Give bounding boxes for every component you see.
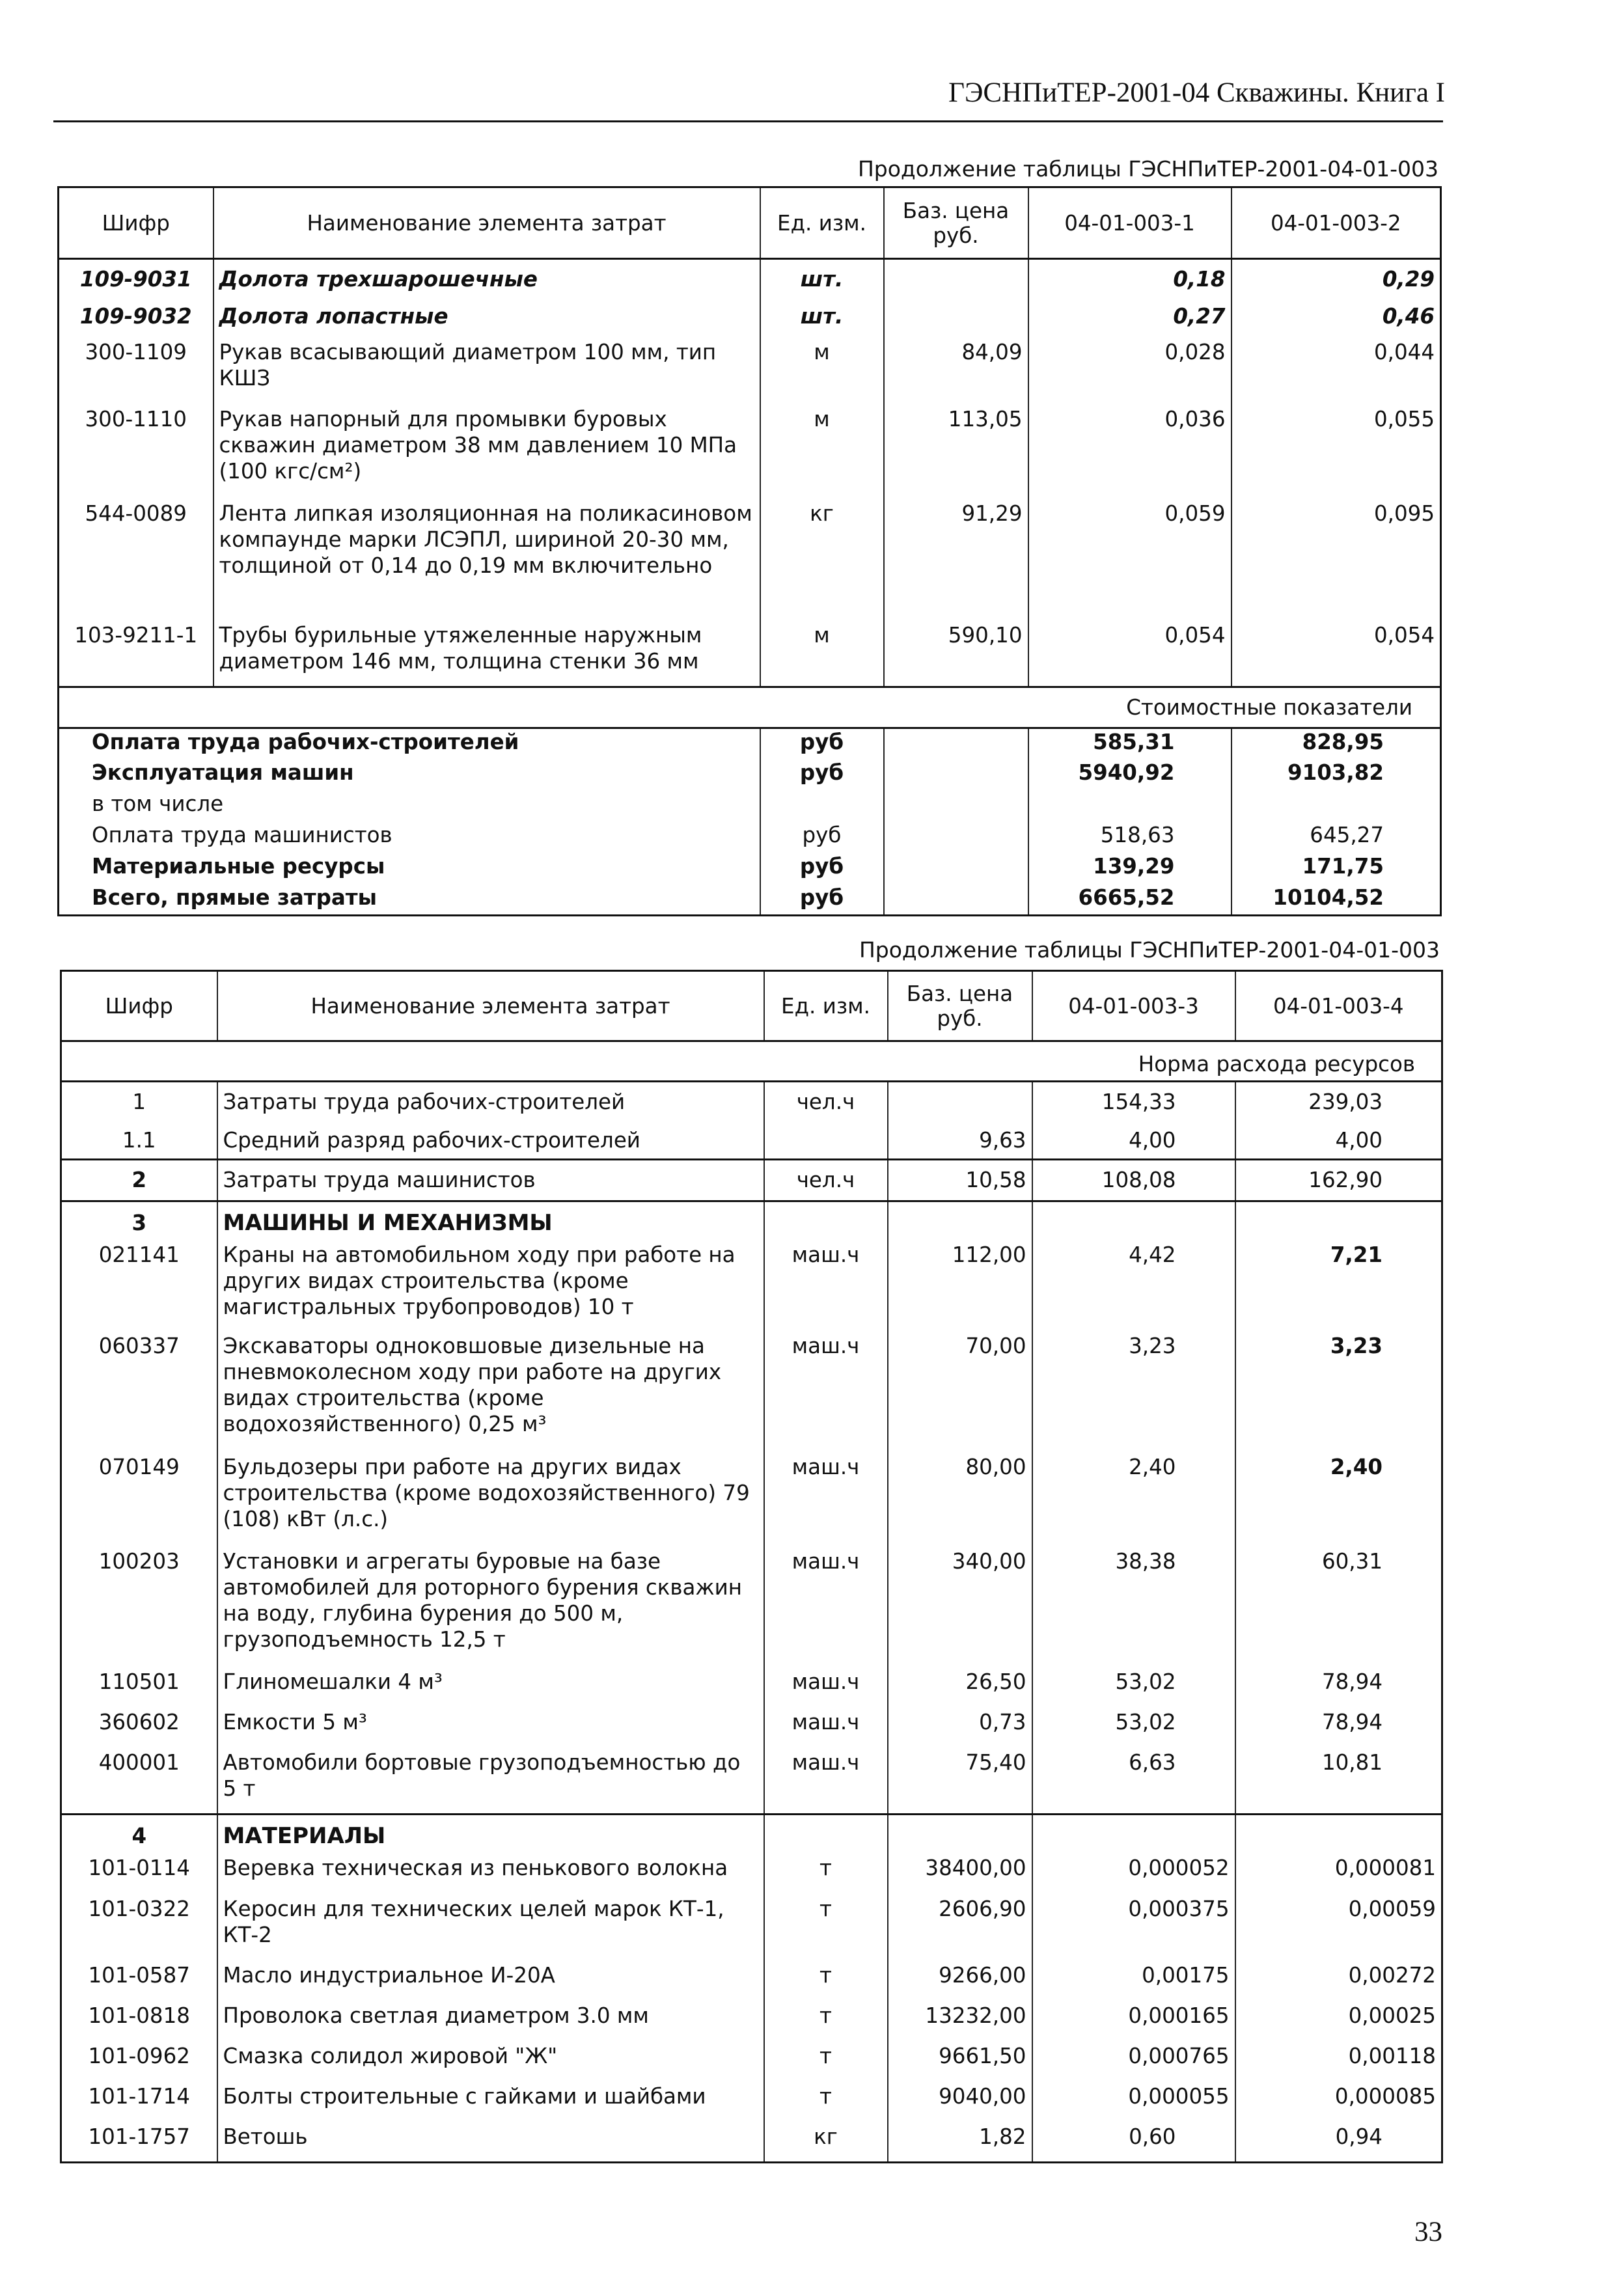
cost-row bbox=[59, 822, 1441, 853]
cost-price-empty bbox=[884, 822, 1028, 853]
row-unit: маш.ч bbox=[764, 1749, 888, 1815]
row-code: 2 bbox=[61, 1160, 217, 1201]
material-row bbox=[61, 1962, 1442, 2003]
row-code: 300-1109 bbox=[85, 339, 187, 364]
table-row bbox=[59, 297, 1441, 339]
cost-name: Оплата труда рабочих-строителей bbox=[59, 728, 760, 760]
row-value-b: 0,00059 bbox=[1235, 1896, 1442, 1962]
row-value-a: 0,18 bbox=[1028, 259, 1232, 297]
row-value-a: 0,028 bbox=[1028, 339, 1232, 406]
material-row bbox=[61, 1896, 1442, 1962]
row-code: 101-1714 bbox=[88, 2083, 190, 2109]
empty-cell bbox=[764, 1201, 888, 1242]
row-unit: чел.ч bbox=[764, 1082, 888, 1122]
row-value-b: 3,23 bbox=[1235, 1333, 1442, 1454]
row-unit: кг bbox=[764, 2124, 888, 2163]
table-row bbox=[59, 259, 1441, 297]
row-code: 1 bbox=[61, 1082, 217, 1122]
row-code: 060337 bbox=[98, 1333, 180, 1358]
row-value-b: 0,00272 bbox=[1235, 1962, 1442, 2003]
machinists-row bbox=[61, 1160, 1442, 1201]
machine-row bbox=[61, 1709, 1442, 1749]
empty-cell bbox=[1235, 1201, 1442, 1242]
machines-heading-row bbox=[61, 1201, 1442, 1242]
row-price: 9661,50 bbox=[888, 2043, 1032, 2083]
table-row bbox=[59, 622, 1441, 687]
row-code: 101-0587 bbox=[88, 1962, 190, 1988]
table-row bbox=[59, 339, 1441, 406]
row-unit: маш.ч bbox=[764, 1709, 888, 1749]
row-price: 113,05 bbox=[884, 406, 1028, 500]
row-value-b: 0,044 bbox=[1232, 339, 1441, 406]
table2-continuation-caption: Продолжение таблицы ГЭСНПиТЕР-2001-04-01-003 bbox=[859, 937, 1440, 963]
row-code: 100203 bbox=[98, 1548, 180, 1574]
cost-value-a: 585,31 bbox=[1028, 728, 1232, 760]
header-price: Баз. цена руб. bbox=[884, 187, 1028, 259]
row-value-b: 78,94 bbox=[1235, 1669, 1442, 1709]
table1-continuation-caption: Продолжение таблицы ГЭСНПиТЕР-2001-04-01-003 bbox=[857, 156, 1438, 182]
row-unit: т bbox=[764, 1962, 888, 2003]
cost-value-b bbox=[1232, 791, 1441, 822]
cost-name: в том числе bbox=[92, 791, 224, 816]
row-price bbox=[884, 297, 1028, 339]
header-price: Баз. цена руб. bbox=[888, 971, 1032, 1041]
row-name: Долота лопастные bbox=[213, 297, 760, 339]
row-price: 340,00 bbox=[888, 1548, 1032, 1669]
table2 bbox=[60, 970, 1443, 2163]
row-price: 70,00 bbox=[888, 1333, 1032, 1454]
row-code: 101-1757 bbox=[88, 2124, 190, 2149]
cost-name: Оплата труда машинистов bbox=[92, 822, 392, 847]
materials-section-code: 4 bbox=[61, 1815, 217, 1855]
row-value-a: 3,23 bbox=[1032, 1333, 1235, 1454]
row-name: Бульдозеры при работе на других видах строительства (кроме водохозяйственного) 79 (108) кВт (л.с.) bbox=[217, 1454, 764, 1548]
header-col-b: 04-01-003-4 bbox=[1235, 971, 1442, 1041]
row-value-b: 2,40 bbox=[1235, 1454, 1442, 1548]
cost-price-empty bbox=[884, 791, 1028, 822]
row-code: 1.1 bbox=[122, 1127, 156, 1153]
row-value-a: 0,000375 bbox=[1032, 1896, 1235, 1962]
row-price: 9,63 bbox=[888, 1122, 1032, 1160]
cost-value-b: 171,75 bbox=[1232, 853, 1441, 884]
page-number: 33 bbox=[1414, 2217, 1442, 2247]
row-value-a: 4,42 bbox=[1032, 1242, 1235, 1333]
header-code: Шифр bbox=[61, 971, 217, 1041]
row-price: 590,10 bbox=[884, 622, 1028, 687]
materials-heading-row bbox=[61, 1815, 1442, 1855]
row-value-b: 0,095 bbox=[1232, 500, 1441, 622]
row-unit: т bbox=[764, 2043, 888, 2083]
row-name: Трубы бурильные утяжеленные наружным диаметром 146 мм, толщина стенки 36 мм bbox=[213, 622, 760, 687]
row-name: Рукав напорный для промывки буровых скважин диаметром 38 мм давлением 10 МПа (100 кгс/см²) bbox=[213, 406, 760, 500]
row-value-a: 0,60 bbox=[1032, 2124, 1235, 2163]
row-value-b: 0,46 bbox=[1232, 297, 1441, 339]
row-code: 101-0322 bbox=[88, 1896, 190, 1921]
row-price bbox=[884, 259, 1028, 297]
cost-price-empty bbox=[884, 760, 1028, 791]
row-code: 400001 bbox=[98, 1749, 180, 1775]
table1 bbox=[57, 186, 1442, 916]
cost-row bbox=[59, 791, 1441, 822]
row-name: Краны на автомобильном ходу при работе на других видах строительства (кроме магистральных трубопроводов) 10 т bbox=[217, 1242, 764, 1333]
row-price: 80,00 bbox=[888, 1454, 1032, 1548]
row-price: 0,73 bbox=[888, 1709, 1032, 1749]
cost-value-b: 645,27 bbox=[1232, 822, 1441, 853]
row-value-b: 0,00118 bbox=[1235, 2043, 1442, 2083]
machines-section-code: 3 bbox=[61, 1201, 217, 1242]
cost-value-b: 10104,52 bbox=[1232, 884, 1441, 916]
row-value-a: 0,059 bbox=[1028, 500, 1232, 622]
machine-row bbox=[61, 1454, 1442, 1548]
cost-unit: руб bbox=[760, 760, 884, 791]
labor-row bbox=[61, 1122, 1442, 1160]
material-row bbox=[61, 2043, 1442, 2083]
cost-unit: руб bbox=[760, 853, 884, 884]
row-unit: т bbox=[764, 1855, 888, 1896]
row-name: Смазка солидол жировой "Ж" bbox=[217, 2043, 764, 2083]
row-unit: маш.ч bbox=[764, 1333, 888, 1454]
cost-value-a: 518,63 bbox=[1028, 822, 1232, 853]
cost-row bbox=[59, 728, 1441, 760]
row-value-a: 4,00 bbox=[1032, 1122, 1235, 1160]
table-row bbox=[59, 500, 1441, 622]
header-unit: Ед. изм. bbox=[760, 187, 884, 259]
row-name: Установки и агрегаты буровые на базе автомобилей для роторного бурения скважин на воду, глубина бурения до 500 м, грузоподъемность 12,5 т bbox=[217, 1548, 764, 1669]
row-name: Масло индустриальное И-20А bbox=[217, 1962, 764, 2003]
row-price bbox=[888, 1082, 1032, 1122]
header-code: Шифр bbox=[59, 187, 213, 259]
cost-price-empty bbox=[884, 853, 1028, 884]
section-row bbox=[61, 1041, 1442, 1082]
header-unit: Ед. изм. bbox=[764, 971, 888, 1041]
header-name: Наименование элемента затрат bbox=[217, 971, 764, 1041]
row-code: 109-9032 bbox=[79, 303, 192, 329]
row-value-b: 0,000081 bbox=[1235, 1855, 1442, 1896]
row-value-a: 53,02 bbox=[1032, 1709, 1235, 1749]
row-name: Долота трехшарошечные bbox=[213, 259, 760, 297]
row-price: 9266,00 bbox=[888, 1962, 1032, 2003]
cost-value-a: 6665,52 bbox=[1028, 884, 1232, 916]
row-value-a: 0,000165 bbox=[1032, 2003, 1235, 2043]
row-name: Емкости 5 м³ bbox=[217, 1709, 764, 1749]
empty-cell bbox=[764, 1815, 888, 1855]
row-name: Керосин для технических целей марок КТ-1, КТ-2 bbox=[217, 1896, 764, 1962]
row-unit: чел.ч bbox=[764, 1160, 888, 1201]
row-name: Проволока светлая диаметром 3.0 мм bbox=[217, 2003, 764, 2043]
section-label: Стоимостные показатели bbox=[59, 687, 1441, 728]
header-rule bbox=[53, 120, 1443, 122]
row-unit: маш.ч bbox=[764, 1548, 888, 1669]
row-price: 13232,00 bbox=[888, 2003, 1032, 2043]
row-code: 101-0962 bbox=[88, 2043, 190, 2068]
cost-name: Эксплуатация машин bbox=[92, 760, 354, 785]
row-unit bbox=[764, 1122, 888, 1160]
table2-header-row bbox=[61, 971, 1442, 1041]
row-name: Веревка техническая из пенькового волокна bbox=[217, 1855, 764, 1896]
cost-row bbox=[59, 760, 1441, 791]
row-value-a: 38,38 bbox=[1032, 1548, 1235, 1669]
cost-value-b: 9103,82 bbox=[1232, 760, 1441, 791]
row-price: 26,50 bbox=[888, 1669, 1032, 1709]
row-value-b: 60,31 bbox=[1235, 1548, 1442, 1669]
row-value-b: 0,29 bbox=[1232, 259, 1441, 297]
cost-unit: руб bbox=[760, 822, 884, 853]
empty-cell bbox=[888, 1201, 1032, 1242]
row-value-b: 239,03 bbox=[1235, 1082, 1442, 1122]
row-unit: маш.ч bbox=[764, 1454, 888, 1548]
row-price: 91,29 bbox=[884, 500, 1028, 622]
row-name: Средний разряд рабочих-строителей bbox=[217, 1122, 764, 1160]
row-value-a: 0,27 bbox=[1028, 297, 1232, 339]
cost-unit: руб bbox=[760, 728, 884, 760]
material-row bbox=[61, 2083, 1442, 2124]
machines-section-title: МАШИНЫ И МЕХАНИЗМЫ bbox=[217, 1201, 764, 1242]
header-col-a: 04-01-003-1 bbox=[1028, 187, 1232, 259]
row-code: 109-9031 bbox=[79, 267, 192, 292]
labor-row bbox=[61, 1082, 1442, 1122]
row-value-b: 162,90 bbox=[1235, 1160, 1442, 1201]
row-code: 300-1110 bbox=[85, 406, 187, 432]
row-name: Затраты труда машинистов bbox=[217, 1160, 764, 1201]
row-value-b: 7,21 bbox=[1235, 1242, 1442, 1333]
machine-row bbox=[61, 1548, 1442, 1669]
cost-unit: руб bbox=[760, 884, 884, 916]
row-value-a: 6,63 bbox=[1032, 1749, 1235, 1815]
row-value-a: 53,02 bbox=[1032, 1669, 1235, 1709]
cost-name: Материальные ресурсы bbox=[92, 853, 385, 879]
row-value-a: 0,000765 bbox=[1032, 2043, 1235, 2083]
row-unit: м bbox=[760, 406, 884, 500]
row-name: Автомобили бортовые грузоподъемностью до 5 т bbox=[217, 1749, 764, 1815]
row-unit: маш.ч bbox=[764, 1242, 888, 1333]
row-name: Экскаваторы одноковшовые дизельные на пневмоколесном ходу при работе на других видах строительства (кроме водохозяйственного) 0,25 м³ bbox=[217, 1333, 764, 1454]
empty-cell bbox=[1235, 1815, 1442, 1855]
row-value-b: 78,94 bbox=[1235, 1709, 1442, 1749]
header-col-a: 04-01-003-3 bbox=[1032, 971, 1235, 1041]
row-value-b: 4,00 bbox=[1235, 1122, 1442, 1160]
section-label: Норма расхода ресурсов bbox=[1138, 1052, 1415, 1076]
row-value-a: 0,000052 bbox=[1032, 1855, 1235, 1896]
cost-row bbox=[59, 884, 1441, 916]
empty-cell bbox=[1032, 1815, 1235, 1855]
row-price: 38400,00 bbox=[888, 1855, 1032, 1896]
row-price: 1,82 bbox=[888, 2124, 1032, 2163]
machine-row bbox=[61, 1333, 1442, 1454]
row-price: 84,09 bbox=[884, 339, 1028, 406]
row-price: 9040,00 bbox=[888, 2083, 1032, 2124]
row-unit: т bbox=[764, 1896, 888, 1962]
row-code: 360602 bbox=[98, 1709, 180, 1734]
row-unit: м bbox=[760, 339, 884, 406]
row-price: 112,00 bbox=[888, 1242, 1032, 1333]
table1-header-row bbox=[59, 187, 1441, 259]
empty-cell bbox=[888, 1815, 1032, 1855]
table-row bbox=[59, 406, 1441, 500]
row-value-b: 10,81 bbox=[1235, 1749, 1442, 1815]
material-row bbox=[61, 2124, 1442, 2163]
row-name: Рукав всасывающий диаметром 100 мм, тип КШЗ bbox=[213, 339, 760, 406]
row-value-a: 154,33 bbox=[1032, 1082, 1235, 1122]
row-value-a: 0,036 bbox=[1028, 406, 1232, 500]
running-header: ГЭСНПиТЕР-2001-04 Скважины. Книга I bbox=[948, 77, 1445, 108]
material-row bbox=[61, 1855, 1442, 1896]
cost-unit bbox=[760, 791, 884, 822]
row-name: Затраты труда рабочих-строителей bbox=[217, 1082, 764, 1122]
row-code: 103-9211-1 bbox=[74, 622, 198, 648]
row-price: 75,40 bbox=[888, 1749, 1032, 1815]
cost-price-empty bbox=[884, 728, 1028, 760]
row-unit: т bbox=[764, 2003, 888, 2043]
row-code: 101-0114 bbox=[88, 1855, 190, 1880]
cost-value-b: 828,95 bbox=[1232, 728, 1441, 760]
row-name: Лента липкая изоляционная на поликасиновом компаунде марки ЛСЭПЛ, шириной 20-30 мм, толщиной от 0,14 до 0,19 мм включительно bbox=[213, 500, 760, 622]
header-name: Наименование элемента затрат bbox=[213, 187, 760, 259]
row-value-b: 0,054 bbox=[1232, 622, 1441, 687]
cost-value-a: 139,29 bbox=[1028, 853, 1232, 884]
row-value-a: 2,40 bbox=[1032, 1454, 1235, 1548]
row-code: 101-0818 bbox=[88, 2003, 190, 2028]
cost-name: Всего, прямые затраты bbox=[92, 884, 378, 910]
cost-row bbox=[59, 853, 1441, 884]
row-value-b: 0,00025 bbox=[1235, 2003, 1442, 2043]
row-unit: шт. bbox=[760, 297, 884, 339]
row-code: 070149 bbox=[98, 1454, 180, 1479]
row-unit: кг bbox=[760, 500, 884, 622]
row-unit: шт. bbox=[760, 259, 884, 297]
materials-section-title: МАТЕРИАЛЫ bbox=[217, 1815, 764, 1855]
row-code: 021141 bbox=[98, 1242, 180, 1267]
row-value-a: 108,08 bbox=[1032, 1160, 1235, 1201]
row-code: 110501 bbox=[98, 1669, 180, 1694]
row-value-b: 0,000085 bbox=[1235, 2083, 1442, 2124]
row-price: 2606,90 bbox=[888, 1896, 1032, 1962]
machine-row bbox=[61, 1749, 1442, 1815]
header-col-b: 04-01-003-2 bbox=[1232, 187, 1441, 259]
section-row bbox=[59, 687, 1441, 728]
machine-row bbox=[61, 1242, 1442, 1333]
row-value-a: 0,000055 bbox=[1032, 2083, 1235, 2124]
row-value-a: 0,00175 bbox=[1032, 1962, 1235, 2003]
machine-row bbox=[61, 1669, 1442, 1709]
row-price: 10,58 bbox=[888, 1160, 1032, 1201]
row-unit: т bbox=[764, 2083, 888, 2124]
row-name: Ветошь bbox=[217, 2124, 764, 2163]
row-value-a: 0,054 bbox=[1028, 622, 1232, 687]
row-name: Глиномешалки 4 м³ bbox=[217, 1669, 764, 1709]
empty-cell bbox=[1032, 1201, 1235, 1242]
row-value-b: 0,055 bbox=[1232, 406, 1441, 500]
row-value-b: 0,94 bbox=[1235, 2124, 1442, 2163]
row-name: Болты строительные с гайками и шайбами bbox=[217, 2083, 764, 2124]
material-row bbox=[61, 2003, 1442, 2043]
cost-value-a: 5940,92 bbox=[1028, 760, 1232, 791]
cost-price-empty bbox=[884, 884, 1028, 916]
row-unit: м bbox=[760, 622, 884, 687]
row-code: 544-0089 bbox=[85, 500, 187, 526]
cost-value-a bbox=[1028, 791, 1232, 822]
row-unit: маш.ч bbox=[764, 1669, 888, 1709]
